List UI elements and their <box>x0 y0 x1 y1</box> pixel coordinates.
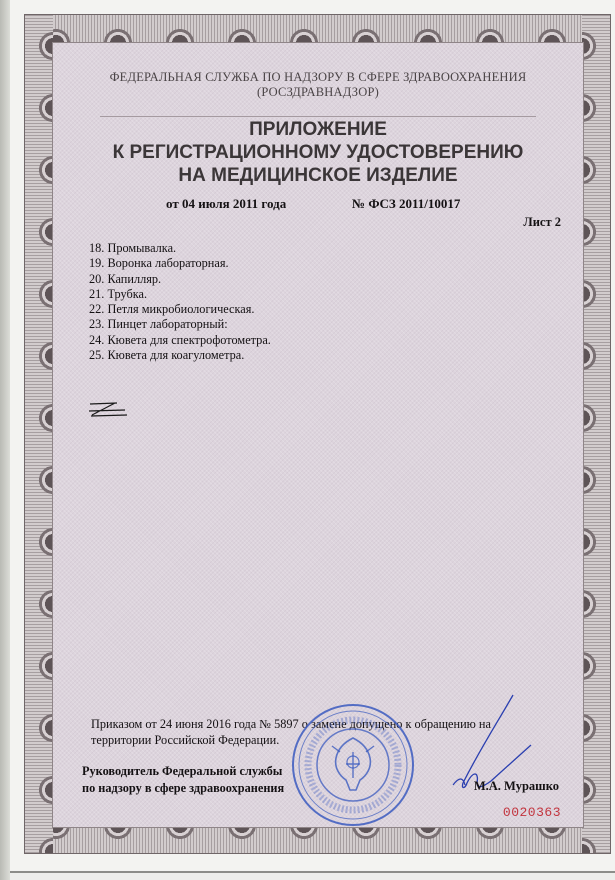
agency-header <box>53 70 583 100</box>
registration-number: № ФСЗ 2011/10017 <box>352 196 461 211</box>
agency-name: ФЕДЕРАЛЬНАЯ СЛУЖБА ПО НАДЗОРУ В СФЕРЕ ЗДРАВООХРАНЕНИЯ <box>109 70 527 84</box>
frame-border-top <box>25 15 610 43</box>
list-item: 23. Пинцет лабораторный: <box>89 317 228 332</box>
serial-number: 0020363 <box>502 805 561 820</box>
scanner-edge <box>0 0 10 880</box>
title-line-2: К РЕГИСТРАЦИОННОМУ УДОСТОВЕРЕНИЮ <box>112 142 524 163</box>
list-item: 19. Воронка лабораторная. <box>89 256 229 271</box>
document-title <box>53 118 583 187</box>
head-position <box>82 763 284 796</box>
title-line-3: НА МЕДИЦИНСКОЕ ИЗДЕЛИЕ <box>178 165 458 186</box>
header-divider <box>100 116 536 117</box>
z-line-mark-icon <box>87 400 129 420</box>
agency-abbreviation: (РОСЗДРАВНАДЗОР) <box>256 85 380 99</box>
frame-border-bottom <box>25 825 610 853</box>
frame-border-left <box>25 15 53 853</box>
list-item: 20. Капилляр. <box>89 271 162 286</box>
list-item: 22. Петля микробиологическая. <box>89 302 255 317</box>
title-line-1: ПРИЛОЖЕНИЕ <box>249 119 387 140</box>
certificate-body <box>52 42 584 828</box>
order-note: Приказом от 24 июня 2016 года № 5897 о замене допущено к обращению на территории Российской Федерации. <box>91 717 491 747</box>
list-item: 24. Кювета для спектрофотометра. <box>89 332 271 347</box>
head-title-line-2: по надзору в сфере здравоохранения <box>82 780 285 795</box>
sheet-number: Лист 2 <box>523 215 561 229</box>
list-item: 25. Кювета для коагулометра. <box>89 348 245 363</box>
list-item: 18. Промывалка. <box>89 241 177 255</box>
paper-bottom-edge <box>10 871 615 873</box>
head-title-line-1: Руководитель Федеральной службы <box>82 764 283 778</box>
item-list <box>89 241 271 363</box>
registration-date: от 04 июля 2011 года <box>166 196 287 211</box>
frame-border-right <box>582 15 610 853</box>
signer-name: М.А. Мурашко <box>473 779 559 793</box>
list-item: 21. Трубка. <box>89 286 148 301</box>
